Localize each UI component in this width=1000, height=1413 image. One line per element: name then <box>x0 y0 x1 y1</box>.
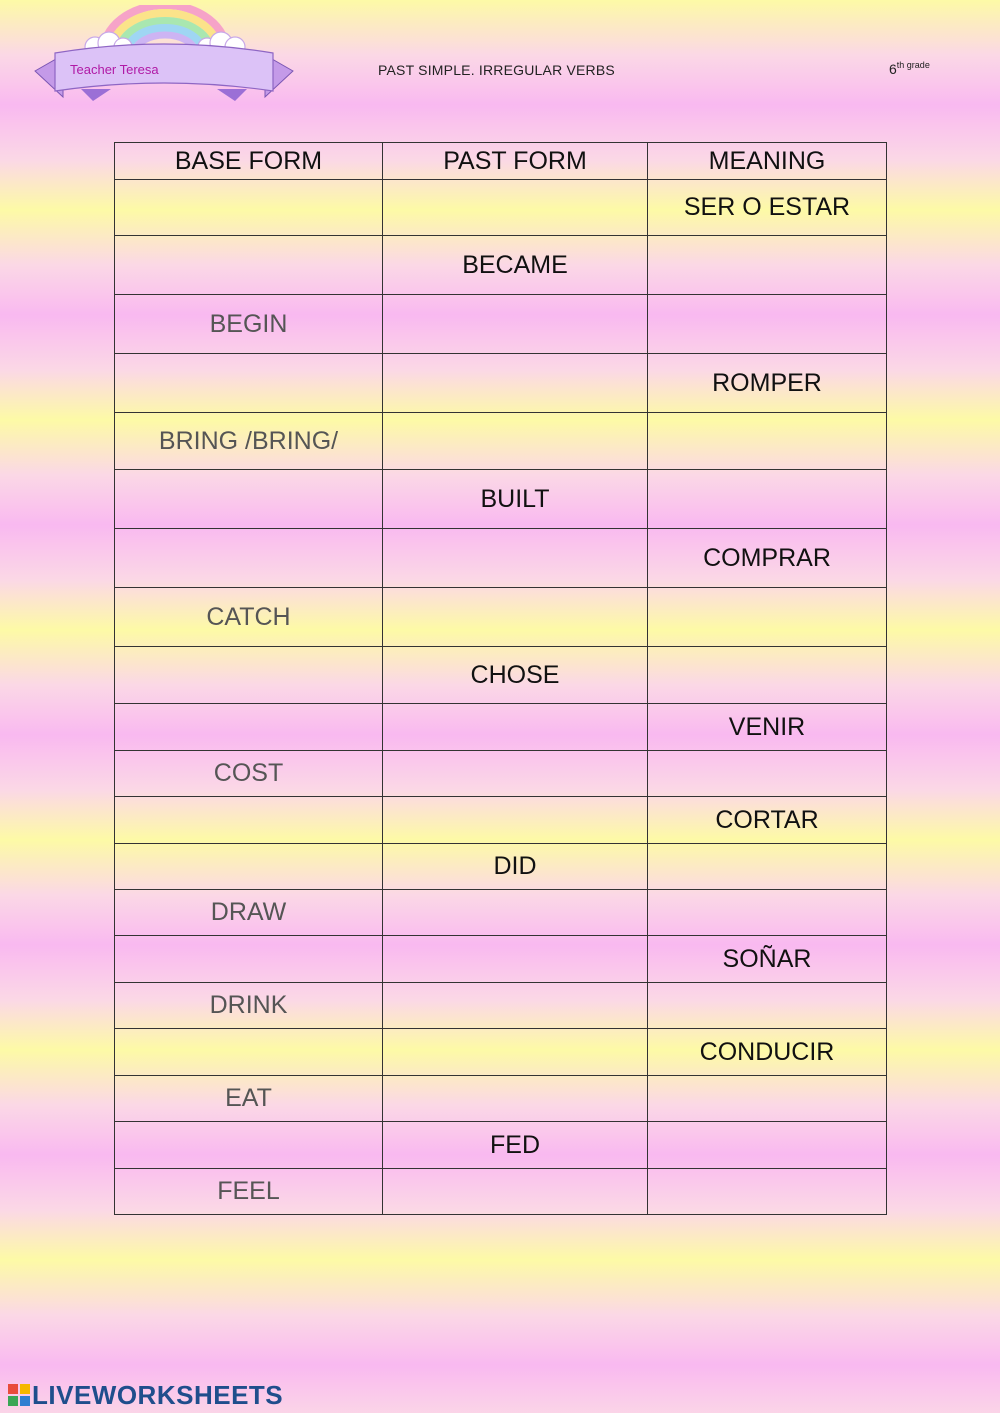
meaning-cell: SOÑAR <box>648 936 887 983</box>
table-row <box>115 295 887 354</box>
base-form-cell <box>115 180 383 236</box>
past-form-cell <box>383 704 648 751</box>
base-form-cell: FEEL <box>115 1169 383 1215</box>
table-row <box>115 413 887 470</box>
table-row <box>115 470 887 529</box>
base-form-cell <box>115 529 383 588</box>
meaning-cell <box>648 751 887 797</box>
logo-text: LIVEWORKSHEETS <box>32 1379 284 1410</box>
table-row <box>115 751 887 797</box>
meaning-cell: ROMPER <box>648 354 887 413</box>
past-form-cell <box>383 751 648 797</box>
table-row <box>115 797 887 844</box>
meaning-cell: CONDUCIR <box>648 1029 887 1076</box>
meaning-cell <box>648 1122 887 1169</box>
table-header-row <box>115 143 887 180</box>
meaning-cell <box>648 413 887 470</box>
table-row <box>115 936 887 983</box>
past-form-cell <box>383 529 648 588</box>
base-form-cell <box>115 704 383 751</box>
meaning-cell: VENIR <box>648 704 887 751</box>
table-row <box>115 1122 887 1169</box>
grade-label <box>889 60 930 77</box>
table-row <box>115 890 887 936</box>
past-form-cell: DID <box>383 844 648 890</box>
base-form-cell: DRAW <box>115 890 383 936</box>
base-form-cell <box>115 647 383 704</box>
past-form-cell <box>383 983 648 1029</box>
grade-suffix: th grade <box>896 60 930 70</box>
past-form-cell <box>383 797 648 844</box>
table-row <box>115 983 887 1029</box>
past-form-cell <box>383 180 648 236</box>
past-form-cell <box>383 890 648 936</box>
past-form-cell: CHOSE <box>383 647 648 704</box>
table-row <box>115 1076 887 1122</box>
meaning-cell <box>648 470 887 529</box>
past-form-cell: BUILT <box>383 470 648 529</box>
past-form-cell <box>383 1169 648 1215</box>
meaning-cell <box>648 1076 887 1122</box>
table-row <box>115 180 887 236</box>
page-header <box>0 0 1000 115</box>
base-form-cell <box>115 844 383 890</box>
base-form-cell <box>115 936 383 983</box>
meaning-cell: COMPRAR <box>648 529 887 588</box>
base-form-cell <box>115 236 383 295</box>
header-meaning: MEANING <box>648 143 887 180</box>
past-form-cell <box>383 295 648 354</box>
past-form-cell <box>383 588 648 647</box>
past-form-cell <box>383 1029 648 1076</box>
base-form-cell <box>115 1122 383 1169</box>
base-form-cell: BRING /BRING/ <box>115 413 383 470</box>
table-row <box>115 354 887 413</box>
header-past-form: PAST FORM <box>383 143 648 180</box>
liveworksheets-logo <box>8 1379 284 1410</box>
header-base-form: BASE FORM <box>115 143 383 180</box>
meaning-cell <box>648 588 887 647</box>
past-form-cell: BECAME <box>383 236 648 295</box>
meaning-cell: SER O ESTAR <box>648 180 887 236</box>
base-form-cell: COST <box>115 751 383 797</box>
liveworksheets-logo-icon <box>8 1384 30 1406</box>
past-form-cell <box>383 936 648 983</box>
base-form-cell: EAT <box>115 1076 383 1122</box>
table-row <box>115 588 887 647</box>
base-form-cell <box>115 354 383 413</box>
table-row <box>115 844 887 890</box>
base-form-cell <box>115 797 383 844</box>
base-form-cell: CATCH <box>115 588 383 647</box>
past-form-cell: FED <box>383 1122 648 1169</box>
table-row <box>115 236 887 295</box>
page-title: PAST SIMPLE. IRREGULAR VERBS <box>378 62 615 78</box>
table-row <box>115 1169 887 1215</box>
base-form-cell: BEGIN <box>115 295 383 354</box>
base-form-cell <box>115 1029 383 1076</box>
teacher-name: Teacher Teresa <box>70 62 159 77</box>
table-row <box>115 704 887 751</box>
meaning-cell <box>648 844 887 890</box>
base-form-cell <box>115 470 383 529</box>
table-row <box>115 1029 887 1076</box>
table-row <box>115 647 887 704</box>
past-form-cell <box>383 354 648 413</box>
meaning-cell <box>648 647 887 704</box>
meaning-cell <box>648 236 887 295</box>
past-form-cell <box>383 1076 648 1122</box>
meaning-cell <box>648 983 887 1029</box>
grade-number: 6 <box>889 61 897 77</box>
base-form-cell: DRINK <box>115 983 383 1029</box>
meaning-cell <box>648 295 887 354</box>
meaning-cell: CORTAR <box>648 797 887 844</box>
past-form-cell <box>383 413 648 470</box>
table-row <box>115 529 887 588</box>
rainbow-banner-icon <box>33 5 295 105</box>
meaning-cell <box>648 890 887 936</box>
irregular-verbs-table <box>114 142 887 1215</box>
meaning-cell <box>648 1169 887 1215</box>
